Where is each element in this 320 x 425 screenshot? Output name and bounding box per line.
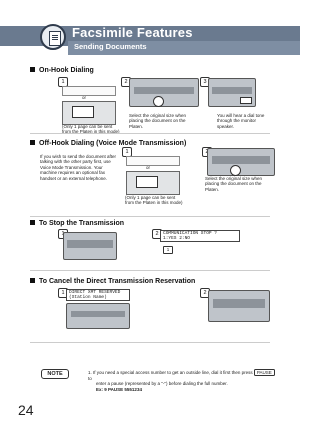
note-line2: enter a pause (represented by a "-") before dialing the full number. (96, 381, 228, 387)
divider (30, 133, 270, 134)
pause-key: PAUSE (254, 369, 275, 376)
lcd-display: DIRECT XMT RESERVED (Station Name) (66, 289, 130, 301)
or-label: or (146, 165, 151, 170)
note-badge: NOTE (41, 369, 69, 379)
control-panel-illustration (207, 148, 275, 176)
section-title-offhook: Off-Hook Dialing (Voice Mode Transmission) (30, 140, 186, 147)
caption-step2: Select the original size when placing the document on the Platen. (129, 113, 187, 129)
offhook-intro: If you wish to send the document after talking with the other party first, use Voice Mode Transmission. Your machine requires an optional fax handset or an external telephone. (40, 154, 117, 181)
bullet-square-icon (30, 278, 35, 283)
document-on-platen (136, 176, 158, 188)
lcd-display: COMMUNICATION STOP ? 1:YES 2:NO (160, 230, 240, 242)
keypad-key: 1 (163, 246, 173, 254)
step-number: 1 (58, 288, 68, 298)
divider (30, 270, 270, 271)
monitor-key-icon (240, 97, 252, 104)
step-number: 1 (58, 77, 68, 87)
bullet-square-icon (30, 67, 35, 72)
step-number: 2 (152, 229, 162, 239)
caption-offhook-step1: (Only 1 page can be sent from the Platen in this mode) (125, 195, 183, 206)
section-title-cancel: To Cancel the Direct Transmission Reservation (30, 278, 195, 285)
or-label: or (82, 95, 87, 100)
size-key-icon (153, 96, 164, 107)
divider (30, 342, 270, 343)
section-title-stop: To Stop the Transmission (30, 220, 124, 227)
bullet-square-icon (30, 140, 35, 145)
step-number: 2 (121, 77, 131, 87)
caption-step1: (Only 1 page can be sent from the Platen in this mode) (62, 124, 120, 135)
adf-illustration (62, 86, 116, 96)
step-number: 1 (122, 147, 132, 157)
section-title-onhook: On-Hook Dialing (30, 67, 94, 74)
control-panel-illustration (208, 290, 270, 322)
note-line1: 1. If you need a special access number to get an outside line, dial it first then press (88, 370, 253, 375)
document-on-platen (72, 106, 94, 118)
control-panel-illustration (66, 303, 130, 329)
caption-step3: You will hear a dial tone through the monitor speaker. (217, 113, 265, 129)
step-number: 3 (200, 77, 210, 87)
size-key-icon (230, 165, 241, 176)
control-panel-illustration (63, 232, 117, 260)
adf-illustration (126, 156, 180, 166)
page-number: 24 (18, 402, 34, 418)
page-title: Facsimile Features (72, 25, 193, 40)
bullet-square-icon (30, 220, 35, 225)
note-line1-end: to (88, 376, 92, 381)
note-text (88, 369, 278, 392)
page-subtitle: Sending Documents (74, 42, 147, 51)
step-number: 2 (200, 288, 210, 298)
control-panel-illustration (129, 78, 199, 107)
fax-document-icon (40, 24, 66, 50)
note-example: Ex: 9 PAUSE 5551234 (96, 386, 142, 392)
divider (30, 216, 270, 217)
caption-offhook-step2: Select the original size when placing the document on the Platen. (205, 176, 263, 192)
